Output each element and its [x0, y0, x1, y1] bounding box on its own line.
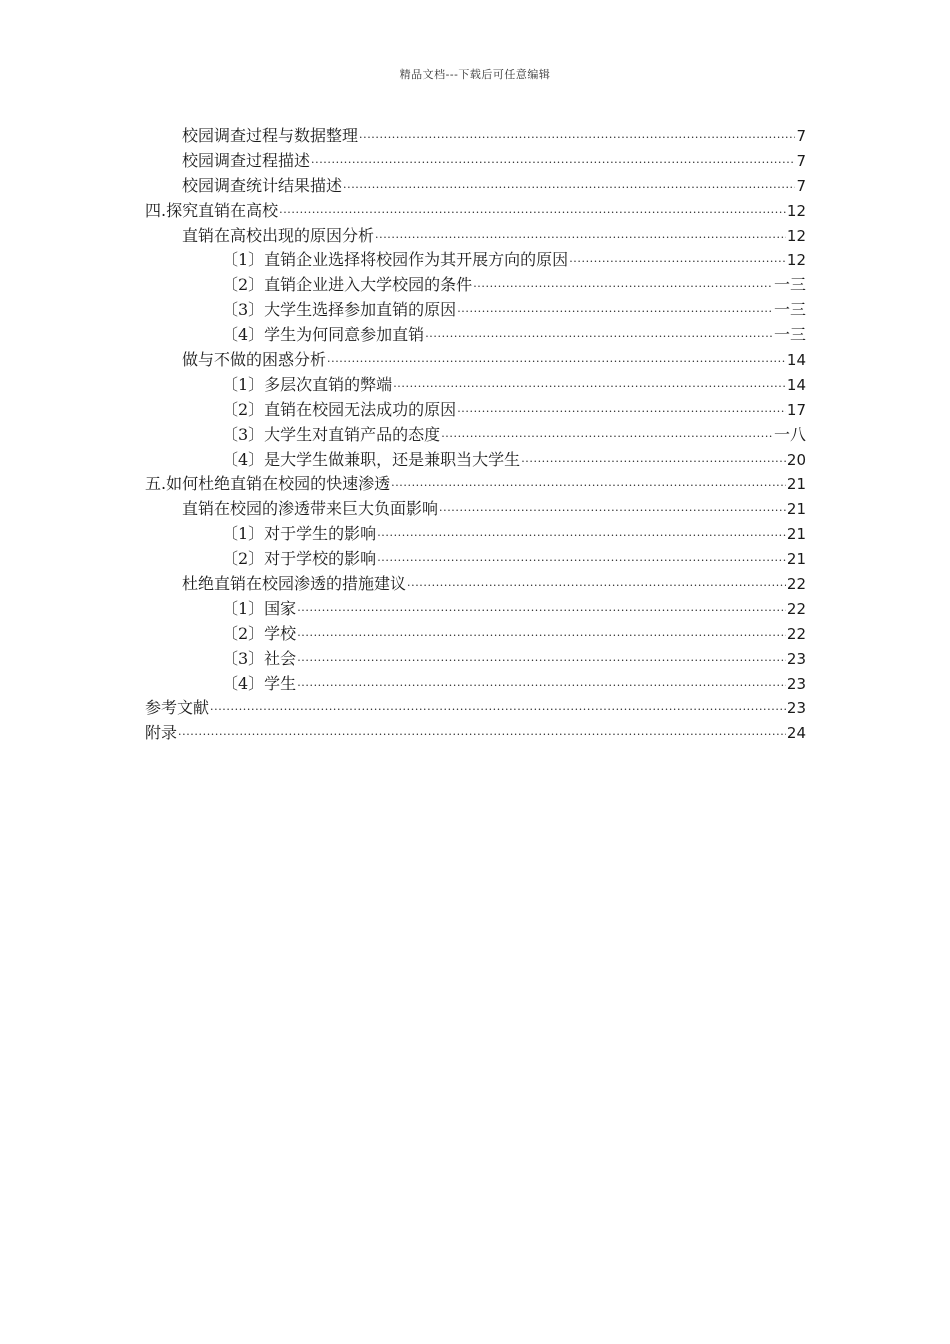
page-header: 精品文档---下载后可任意编辑 [399, 68, 551, 81]
toc-entry[interactable] [145, 224, 806, 249]
toc-entry-title: 四.探究直销在高校 [145, 200, 279, 220]
toc-dot-leader [569, 250, 786, 275]
toc-entry[interactable] [145, 721, 806, 746]
toc-entry-title: 〔2〕对于学校的影响 [222, 549, 377, 569]
toc-entry-title: 校园调查统计结果描述 [182, 175, 343, 195]
toc-dot-leader [297, 599, 786, 624]
toc-entry-title: 〔2〕直销企业进入大学校园的条件 [222, 275, 473, 295]
toc-entry[interactable] [145, 572, 806, 597]
toc-entry-page: 21 [786, 525, 806, 544]
toc-entry-page: 12 [786, 201, 806, 220]
toc-entry-title: 〔3〕社会 [222, 648, 297, 668]
toc-entry-page: 14 [786, 351, 806, 370]
toc-entry-title: 直销在高校出现的原因分析 [182, 225, 375, 245]
toc-entry-page: 21 [786, 550, 806, 569]
toc-entry[interactable] [145, 696, 806, 721]
toc-entry[interactable] [145, 273, 806, 298]
toc-entry[interactable] [145, 547, 806, 572]
toc-entry[interactable] [145, 448, 806, 473]
toc-entry-title: 〔1〕多层次直销的弊端 [222, 374, 393, 394]
toc-entry-page: 一八 [773, 424, 806, 444]
toc-entry-page: 22 [786, 575, 806, 594]
toc-entry-title: 〔1〕直销企业选择将校园作为其开展方向的原因 [222, 250, 569, 270]
toc-entry[interactable] [145, 597, 806, 622]
toc-dot-leader [457, 400, 786, 425]
toc-dot-leader [279, 201, 786, 226]
toc-dot-leader [425, 325, 773, 350]
toc-entry-title: 直销在校园的渗透带来巨大负面影响 [182, 499, 439, 519]
toc-entry-page: 一三 [773, 325, 806, 345]
toc-dot-leader [391, 474, 786, 499]
toc-entry-title: 校园调查过程与数据整理 [182, 126, 359, 145]
toc-entry[interactable] [145, 472, 806, 497]
toc-dot-leader [311, 151, 795, 176]
toc-dot-leader [441, 425, 773, 450]
toc-dot-leader [178, 723, 786, 748]
toc-entry-page: 一三 [773, 300, 806, 320]
toc-entry-page: 14 [786, 375, 806, 394]
toc-entry-title: 做与不做的困惑分析 [182, 350, 327, 370]
toc-entry-page: 7 [796, 176, 806, 195]
toc-entry-title: 〔1〕国家 [222, 598, 297, 618]
toc-entry[interactable] [145, 398, 806, 423]
toc-entry[interactable] [145, 248, 806, 273]
toc-entry-title: 〔4〕是大学生做兼职，还是兼职当大学生 [222, 449, 521, 469]
toc-entry-title: 五.如何杜绝直销在校园的快速渗透 [145, 474, 391, 494]
toc-entry-title: 〔1〕对于学生的影响 [222, 524, 377, 544]
toc-entry-page: 7 [796, 151, 806, 170]
toc-entry-page: 23 [786, 674, 806, 693]
toc-entry-title: 校园调查过程描述 [182, 150, 311, 170]
toc-dot-leader [297, 624, 786, 649]
toc-dot-leader [439, 499, 786, 524]
toc-entry-page: 12 [786, 226, 806, 245]
toc-entry[interactable] [145, 348, 806, 373]
toc-entry-page: 23 [786, 699, 806, 718]
toc-dot-leader [393, 375, 786, 400]
toc-entry-title: 〔3〕大学生对直销产品的态度 [222, 424, 441, 444]
toc-entry-page: 24 [786, 724, 806, 743]
toc-entry[interactable] [145, 423, 806, 448]
toc-entry[interactable] [145, 647, 806, 672]
toc-entry[interactable] [145, 199, 806, 224]
toc-entry[interactable] [145, 373, 806, 398]
toc-dot-leader [473, 275, 773, 300]
toc-entry-title: 附录 [145, 723, 178, 743]
toc-entry-page: 22 [786, 624, 806, 643]
toc-entry-page: 22 [786, 599, 806, 618]
toc-entry-title: 〔3〕大学生选择参加直销的原因 [222, 300, 457, 320]
toc-entry-page: 23 [786, 649, 806, 668]
toc-entry-title: 参考文献 [145, 698, 210, 718]
toc-entry-page: 7 [796, 127, 806, 145]
toc-dot-leader [457, 300, 773, 325]
toc-entry[interactable] [145, 124, 806, 149]
toc-dot-leader [210, 698, 786, 723]
toc-entry-page: 21 [786, 475, 806, 494]
toc-entry[interactable] [145, 522, 806, 547]
toc-entry[interactable] [145, 149, 806, 174]
toc-entry[interactable] [145, 622, 806, 647]
toc-dot-leader [297, 649, 786, 674]
toc-entry[interactable] [145, 298, 806, 323]
toc-entry-title: 杜绝直销在校园渗透的措施建议 [182, 574, 407, 594]
toc-entry[interactable] [145, 323, 806, 348]
toc-dot-leader [327, 350, 786, 375]
toc-entry-page: 17 [786, 400, 806, 419]
toc-entry[interactable] [145, 672, 806, 697]
toc-dot-leader [375, 226, 786, 251]
toc-dot-leader [343, 176, 795, 201]
toc-entry-page: 12 [786, 251, 806, 270]
toc-dot-leader [359, 126, 795, 151]
table-of-contents [145, 124, 806, 746]
toc-entry-title: 〔2〕直销在校园无法成功的原因 [222, 399, 457, 419]
toc-entry-page: 一三 [773, 275, 806, 295]
toc-entry-title: 〔2〕学校 [222, 623, 297, 643]
toc-dot-leader [521, 450, 786, 475]
toc-dot-leader [297, 674, 786, 699]
toc-dot-leader [407, 574, 786, 599]
toc-dot-leader [377, 549, 786, 574]
toc-entry[interactable] [145, 497, 806, 522]
toc-entry-title: 〔4〕学生为何同意参加直销 [222, 325, 425, 345]
toc-entry[interactable] [145, 174, 806, 199]
toc-entry-page: 21 [786, 500, 806, 519]
toc-entry-page: 20 [786, 450, 806, 469]
toc-dot-leader [377, 524, 786, 549]
toc-entry-title: 〔4〕学生 [222, 673, 297, 693]
